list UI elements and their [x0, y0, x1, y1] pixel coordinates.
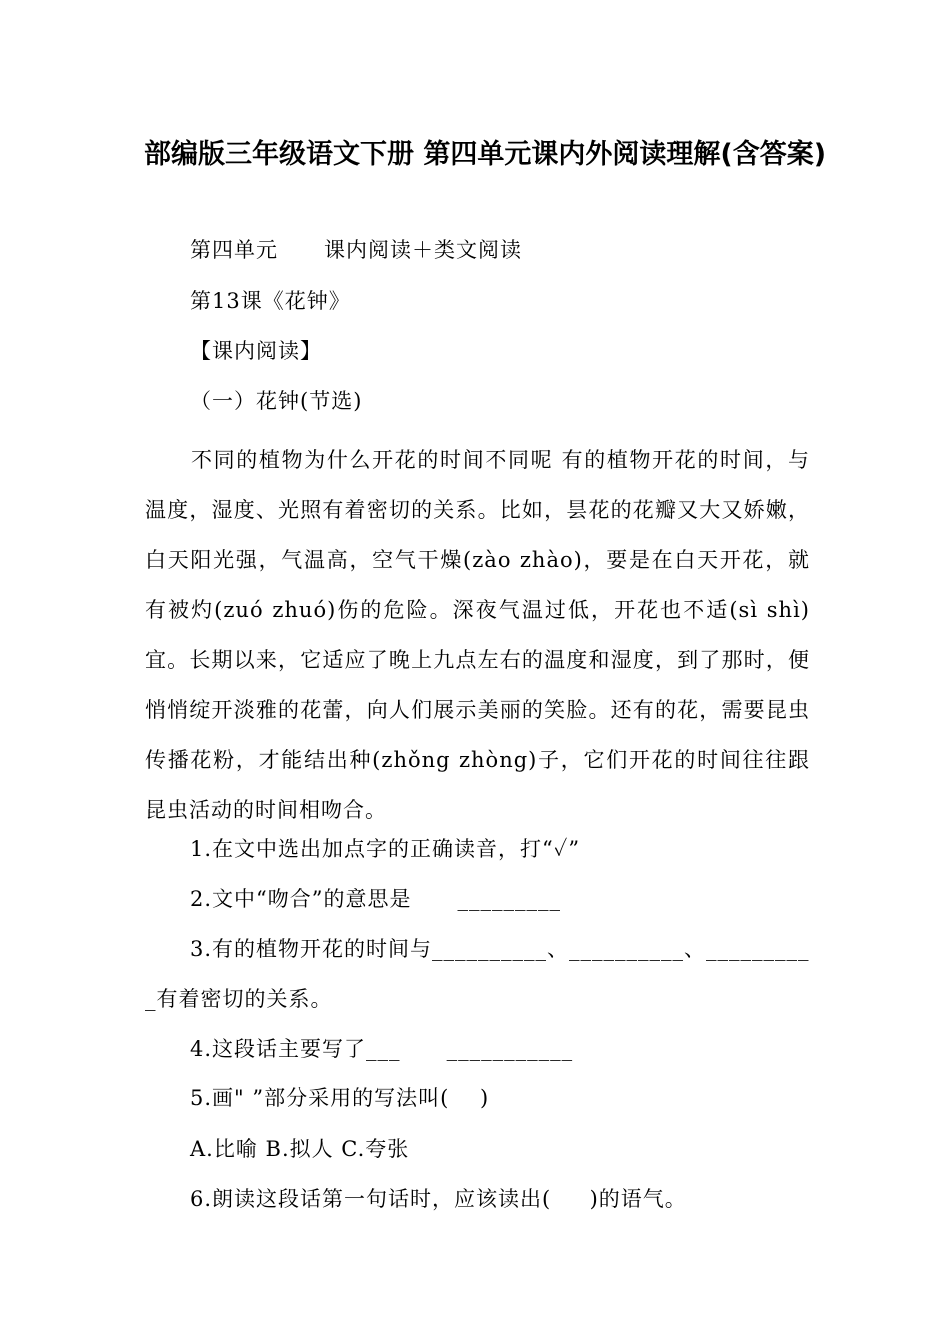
- section-heading: 【课内阅读】: [190, 339, 322, 363]
- question-1: 1.在文中选出加点字的正确读音，打“✓”: [190, 837, 581, 861]
- passage-heading: （一）花钟(节选): [190, 389, 363, 413]
- lesson-heading: 第13课《花钟》: [190, 289, 351, 313]
- reading-passage: 不同的植物为什么开花的时间不同呢 有的植物开花的时间，与温度，湿度、光照有着密切的关系。比如，昙花的花瓣又大又娇嫩，白天阳光强，气温高，空气干燥(zào zhào)，要是在白天开花，就有被灼(zuó zhuó)伤的危险。深夜气温过低，开花也不适(sì shì)宜。长期以来，它适应了晚上九点左右的温度和湿度，到了那时，便悄悄绽开淡雅的花蕾，向人们展示美丽的笑脸。还有的花，需要昆虫传播花粉，才能结出种(zhǒng zhòng)子，它们开花的时间往往跟昆虫活动的时间相吻合。: [145, 448, 810, 822]
- question-5: 5.画" ”部分采用的写法叫( ): [190, 1086, 490, 1110]
- document-title: 部编版三年级语文下册 第四单元课内外阅读理解(含答案): [143, 139, 827, 170]
- question-3-line-1: 3.有的植物开花的时间与__________、__________、_________: [190, 937, 810, 961]
- question-4: 4.这段话主要写了___ ___________: [190, 1037, 574, 1061]
- question-5-options: A.比喻 B.拟人 C.夸张: [190, 1137, 410, 1161]
- question-3-line-2: _有着密切的关系。: [145, 987, 333, 1011]
- question-6: 6.朗读这段话第一句话时，应该读出( )的语气。: [190, 1187, 687, 1211]
- question-2: 2.文中“吻合”的意思是 _________: [190, 887, 562, 911]
- unit-heading: 第四单元 课内阅读＋类文阅读: [190, 238, 523, 262]
